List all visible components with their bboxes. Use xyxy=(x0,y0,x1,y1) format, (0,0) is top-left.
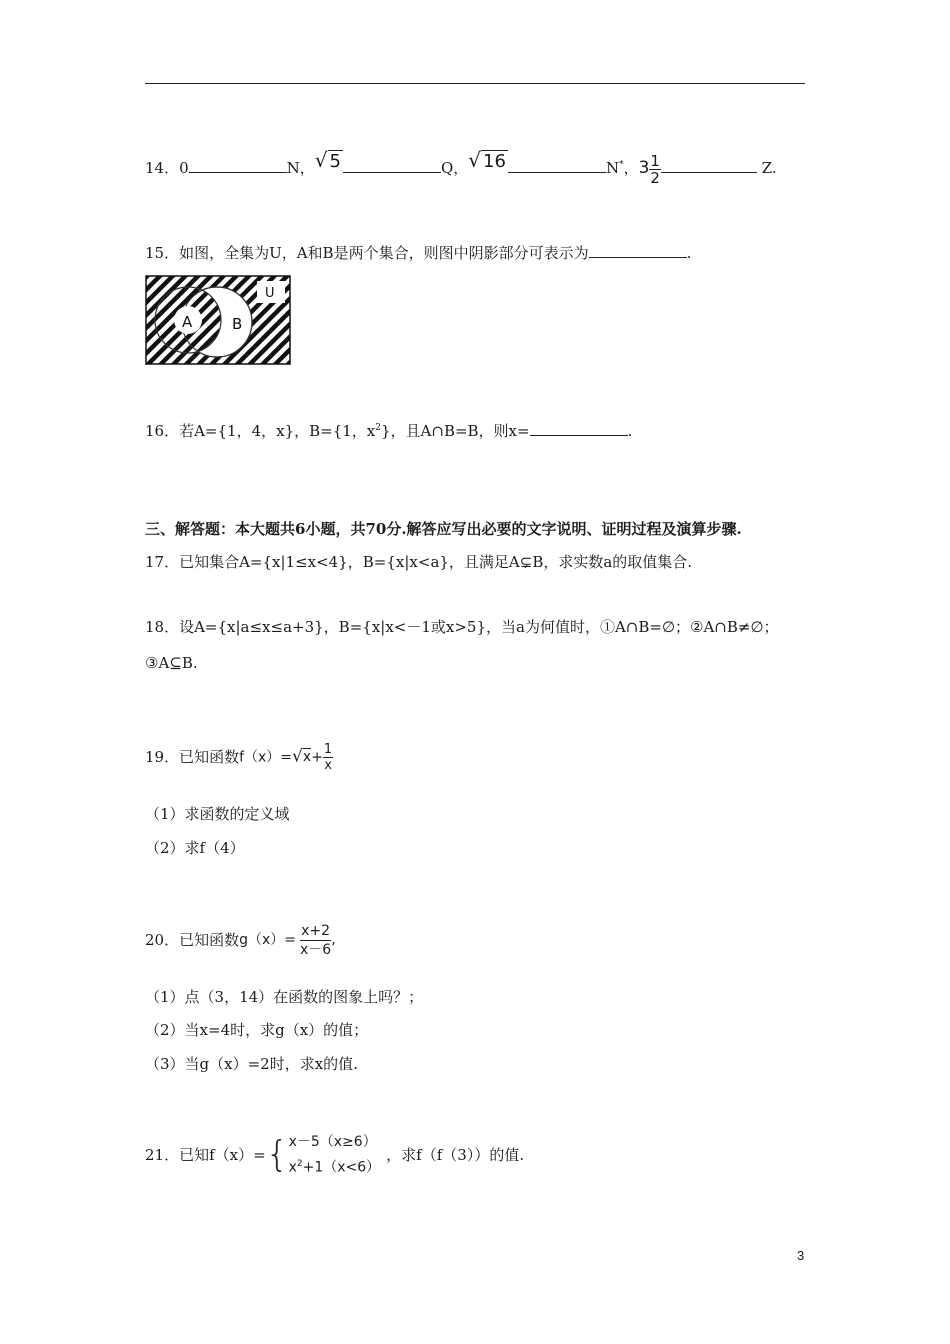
question-19 xyxy=(145,737,333,777)
mixed-number-whole: 3 xyxy=(638,158,650,178)
set-symbol: N xyxy=(605,159,620,177)
label-b: B xyxy=(232,315,243,333)
header-rule xyxy=(145,83,805,84)
function-f-formula: f（x）=√x+ $\frac{1}{x}$ xyxy=(239,741,333,773)
question-20-part-3: （3）当g（x）=2时，求x的值. xyxy=(145,1055,358,1073)
superscript: 2 xyxy=(375,423,381,433)
question-17: 17．已知集合A={x|1≤x<4}，B={x|x<a}，且满足A⊊B，求实数a的取值集合. xyxy=(145,553,693,571)
q14-item-0: 0 xyxy=(179,159,189,177)
mixed-number-fraction: $\frac{1}{2}$ xyxy=(650,151,660,187)
case-1: x－5（x≥6） xyxy=(288,1134,377,1151)
question-20-part-2: （2）当x=4时，求g（x）的值； xyxy=(145,1021,369,1039)
question-19-part-2: （2）求f（4） xyxy=(145,839,245,857)
question-20 xyxy=(145,920,336,960)
answer-blank[interactable] xyxy=(508,158,606,173)
set-symbol: Z. xyxy=(756,159,777,177)
set-symbol: N， xyxy=(286,159,315,177)
question-18-line-2: ③A⊆B. xyxy=(145,654,198,672)
question-number: 14． xyxy=(145,159,180,177)
label-a: A xyxy=(182,313,193,331)
superscript: * xyxy=(619,160,624,170)
question-end: . xyxy=(627,422,633,440)
label-u: U xyxy=(265,286,275,301)
section-heading: 三、解答题：本大题共6小题，共70分.解答应写出必要的文字说明、证明过程及演算步骤. xyxy=(145,520,742,538)
question-text: }，且A∩B=B，则x= xyxy=(381,422,530,440)
question-text: ，求f（f（3））的值. xyxy=(386,1146,525,1164)
question-text: 15．如图，全集为U，A和B是两个集合，则图中阴影部分可表示为 xyxy=(145,244,589,262)
function-g-formula: g（x）= $\frac{x+2}{x-6}$ , xyxy=(239,922,336,958)
answer-blank[interactable] xyxy=(343,158,441,173)
question-text: 20．已知函数 xyxy=(145,931,240,949)
separator: ， xyxy=(623,159,639,177)
sqrt-5: √ 5 xyxy=(314,148,341,172)
question-16 xyxy=(145,418,632,441)
answer-blank[interactable] xyxy=(661,158,757,173)
question-text: 19．已知函数 xyxy=(145,748,240,766)
answer-blank[interactable] xyxy=(530,421,628,436)
question-end: . xyxy=(686,244,692,262)
question-text: 16．若A={1，4，x}，B={1，x xyxy=(145,422,376,440)
piecewise-function: { x－5（x≥6） $x^2+1(x<6)$ xyxy=(266,1131,381,1179)
question-20-part-1: （1）点（3，14）在函数的图象上吗？； xyxy=(145,988,424,1006)
question-21 xyxy=(145,1128,524,1182)
answer-blank[interactable] xyxy=(589,243,687,258)
question-18-line-1: 18．设A={x|a≤x≤a+3}，B={x|x<－1或x>5}，当a为何值时，①A∩B=∅；②A∩B≠∅； xyxy=(145,618,779,636)
page-number: 3 xyxy=(797,1248,805,1263)
sqrt-16: √ 16 xyxy=(468,148,506,172)
venn-diagram xyxy=(145,275,291,365)
question-15 xyxy=(145,243,691,263)
set-symbol: Q， xyxy=(440,159,469,177)
question-text: 21．已知f（x）= xyxy=(145,1146,266,1164)
case-2: $x^2+1(x<6)$ xyxy=(288,1159,381,1176)
question-14 xyxy=(145,150,777,186)
answer-blank[interactable] xyxy=(189,158,287,173)
question-19-part-1: （1）求函数的定义域 xyxy=(145,805,290,823)
